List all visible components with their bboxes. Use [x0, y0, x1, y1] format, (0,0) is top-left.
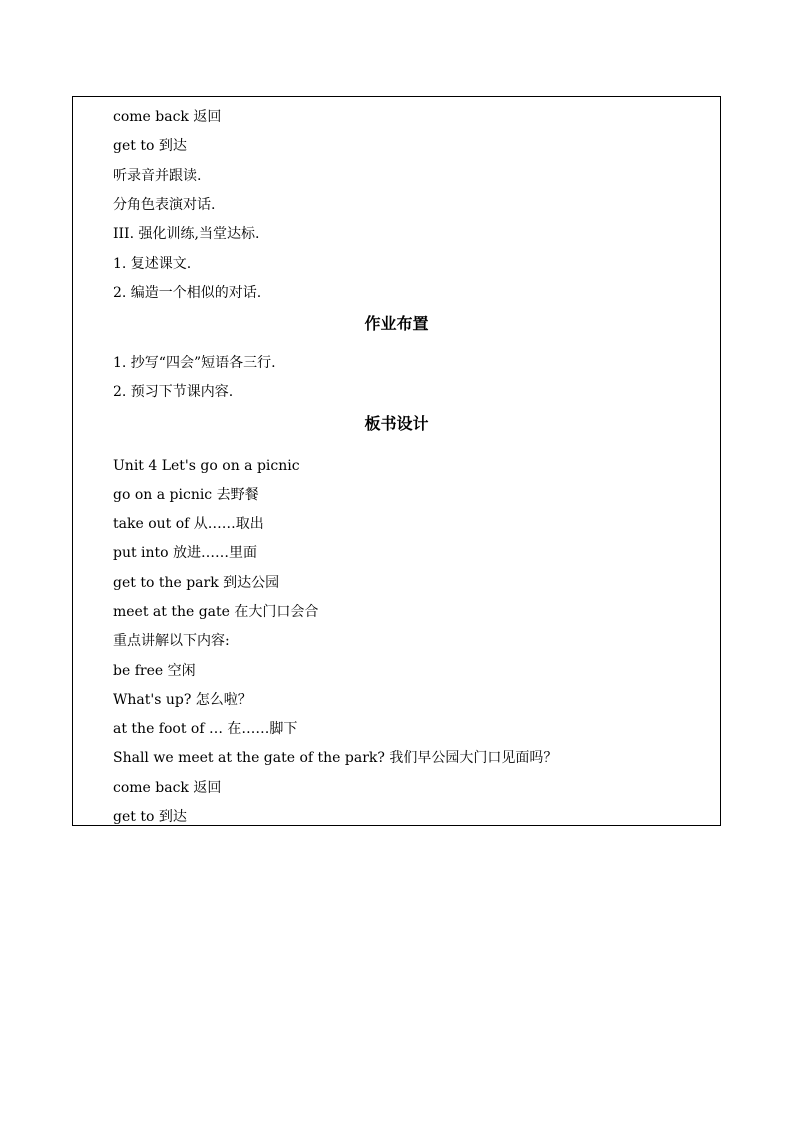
text-line: What's up? 怎么啦？	[113, 692, 252, 708]
text-line: put into 放进……里面	[113, 545, 258, 561]
text-line: get to 到达	[113, 138, 187, 154]
text-line: come back 返回	[113, 109, 222, 125]
text-line: Shall we meet at the gate of the park? 我们早公园大门口见面吗？	[113, 750, 558, 766]
text-line: 2. 编造一个相似的对话.	[113, 285, 262, 301]
document-frame	[72, 96, 721, 826]
text-line: go on a picnic 去野餐	[113, 487, 259, 503]
homework-heading: 作业布置	[364, 314, 429, 333]
text-line: meet at the gate 在大门口会合	[113, 604, 319, 620]
text-line: 1. 抄写“四会”短语各三行.	[113, 355, 276, 371]
text-line: 1. 复述课文.	[113, 256, 192, 272]
text-line: III. 强化训练,当堂达标.	[113, 226, 260, 242]
board-design-heading: 板书设计	[364, 414, 429, 433]
text-line: get to the park 到达公园	[113, 575, 280, 591]
text-line: take out of 从……取出	[113, 516, 264, 532]
text-line: come back 返回	[113, 780, 222, 796]
text-line: be free 空闲	[113, 663, 196, 679]
text-line: get to 到达	[113, 809, 187, 825]
text-line: 重点讲解以下内容:	[113, 633, 230, 649]
text-line: Unit 4 Let's go on a picnic	[113, 458, 300, 474]
text-line: at the foot of … 在……脚下	[113, 721, 298, 737]
text-line: 分角色表演对话.	[113, 197, 216, 213]
text-line: 听录音并跟读.	[113, 168, 202, 184]
text-line: 2. 预习下节课内容.	[113, 384, 234, 400]
